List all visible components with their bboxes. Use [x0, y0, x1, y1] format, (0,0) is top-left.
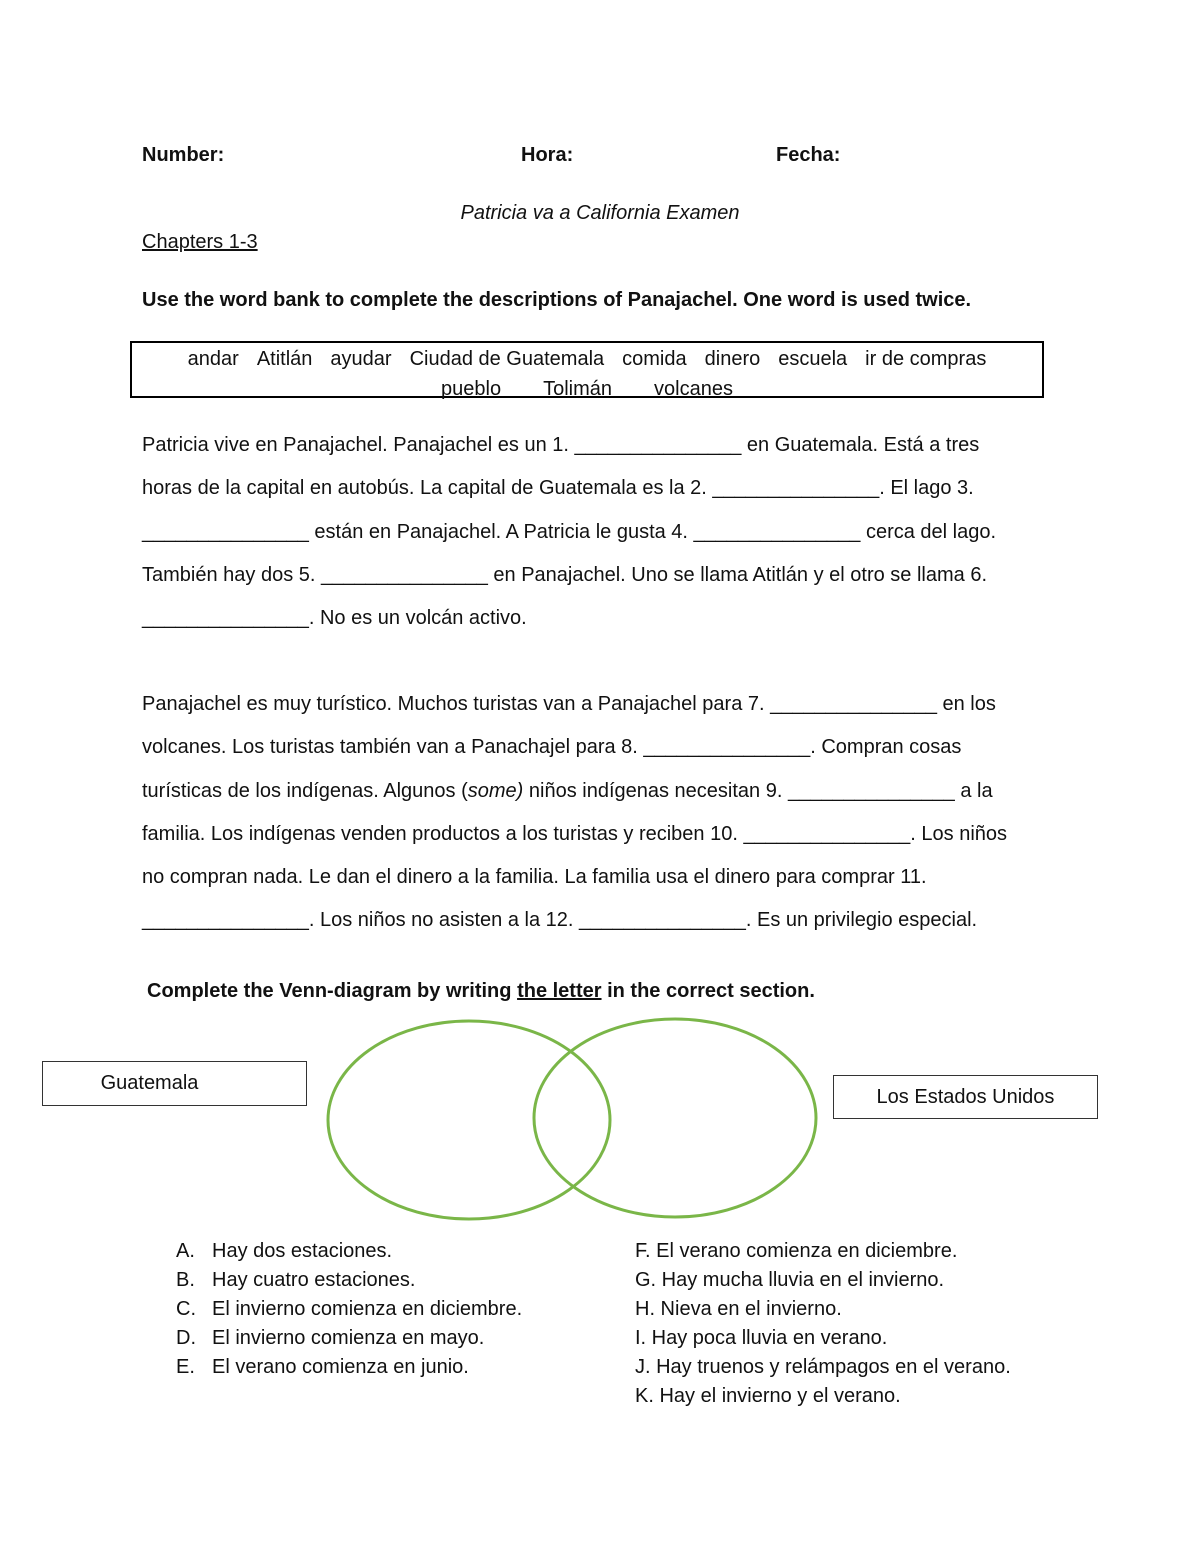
option-letter: D. — [176, 1327, 196, 1349]
paragraph-line: no compran nada. Le dan el dinero a la familia. La familia usa el dinero para comprar 11. — [142, 866, 927, 889]
option-item — [176, 1237, 522, 1266]
options-right-list — [635, 1237, 1011, 1411]
venn-instruction — [147, 980, 815, 1003]
option-text: El invierno comienza en diciembre. — [212, 1298, 523, 1320]
word-bank-item: ir de compras — [865, 348, 987, 370]
venn-diagram — [320, 1012, 830, 1227]
option-text: Hay dos estaciones. — [212, 1240, 393, 1262]
venn-circle-estados-unidos[interactable] — [534, 1019, 816, 1217]
word-bank-item: pueblo — [441, 378, 502, 400]
paragraph-line: _______________. Los niños no asisten a la 12. _______________. Es un privilegio especial. — [142, 909, 978, 932]
option-letter: B. — [176, 1269, 195, 1291]
guatemala-label-box — [42, 1061, 307, 1106]
estados-unidos-label-box — [833, 1075, 1098, 1119]
paragraph-line: horas de la capital en autobús. La capital de Guatemala es la 2. _______________. El lago 3. — [142, 477, 974, 500]
option-item: G. Hay mucha lluvia en el invierno. — [635, 1269, 945, 1291]
word-bank-item: Ciudad de Guatemala — [409, 348, 605, 370]
paragraph-line: Patricia vive en Panajachel. Panajachel es un 1. _______________ en Guatemala. Está a tres — [142, 434, 980, 456]
paragraph-line: _______________ están en Panajachel. A Patricia le gusta 4. _______________ cerca del lago. — [142, 520, 997, 543]
word-bank-box — [130, 341, 1044, 398]
paragraph-line — [142, 770, 1072, 813]
word-bank-line-1 — [132, 348, 1042, 371]
word-bank-item: ayudar — [330, 348, 392, 370]
text-run: niños indígenas necesitan 9. _______________ a la — [523, 779, 993, 802]
option-item — [176, 1324, 522, 1353]
number-label: Number: — [142, 144, 225, 166]
option-text: Hay cuatro estaciones. — [212, 1269, 416, 1291]
hora-label: Hora: — [521, 144, 574, 166]
paragraph-line: _______________. No es un volcán activo. — [142, 607, 527, 630]
fecha-label: Fecha: — [776, 144, 841, 166]
paragraph-panajachel — [142, 424, 1072, 640]
exam-title: Patricia va a California Examen — [460, 202, 740, 224]
estados-unidos-label: Los Estados Unidos — [876, 1085, 1055, 1108]
italic-run: some) — [467, 779, 524, 802]
option-letter: E. — [176, 1356, 195, 1378]
paragraph-line: Panajachel es muy turístico. Muchos turistas van a Panajachel para 7. _______________ en los — [142, 693, 996, 715]
option-item — [176, 1295, 522, 1324]
word-bank-line-2 — [132, 378, 1042, 401]
option-item: J. Hay truenos y relámpagos en el verano. — [635, 1356, 1011, 1378]
option-text: El verano comienza en junio. — [212, 1356, 469, 1378]
option-item: K. Hay el invierno y el verano. — [635, 1385, 901, 1407]
option-item: H. Nieva en el invierno. — [635, 1298, 842, 1320]
option-text: El invierno comienza en mayo. — [212, 1327, 485, 1349]
venn-circle-guatemala[interactable] — [328, 1021, 610, 1219]
options-left-list — [176, 1237, 522, 1382]
word-bank-instruction: Use the word bank to complete the descriptions of Panajachel. One word is used twice. — [142, 289, 972, 311]
option-item: I. Hay poca lluvia en verano. — [635, 1327, 888, 1349]
option-item — [176, 1266, 522, 1295]
word-bank-item: comida — [622, 348, 687, 370]
option-item — [176, 1353, 522, 1382]
word-bank-item: escuela — [778, 348, 848, 370]
word-bank-item: Tolimán — [543, 378, 613, 400]
text-run: in the correct section. — [601, 980, 815, 1002]
underlined-run: the letter — [517, 980, 602, 1002]
paragraph-turistico — [142, 683, 1072, 943]
text-run: turísticas de los indígenas. Algunos ( — [142, 779, 468, 802]
option-item: F. El verano comienza en diciembre. — [635, 1240, 958, 1262]
word-bank-item: andar — [187, 348, 239, 370]
paragraph-line: familia. Los indígenas venden productos a los turistas y reciben 10. _______________. Los niños — [142, 822, 1008, 845]
paragraph-line: volcanes. Los turistas también van a Panachajel para 8. _______________. Compran cosas — [142, 736, 962, 759]
word-bank-item: volcanes — [654, 378, 733, 400]
paragraph-line: También hay dos 5. _______________ en Panajachel. Uno se llama Atitlán y el otro se llama 6. — [142, 563, 987, 586]
chapters-heading: Chapters 1-3 — [142, 231, 258, 253]
guatemala-label: Guatemala — [100, 1072, 199, 1094]
word-bank-item: Atitlán — [256, 348, 313, 370]
option-letter: A. — [176, 1240, 195, 1262]
option-letter: C. — [176, 1298, 196, 1320]
word-bank-item: dinero — [704, 348, 761, 370]
text-run: Complete the Venn-diagram by writing — [147, 980, 518, 1002]
